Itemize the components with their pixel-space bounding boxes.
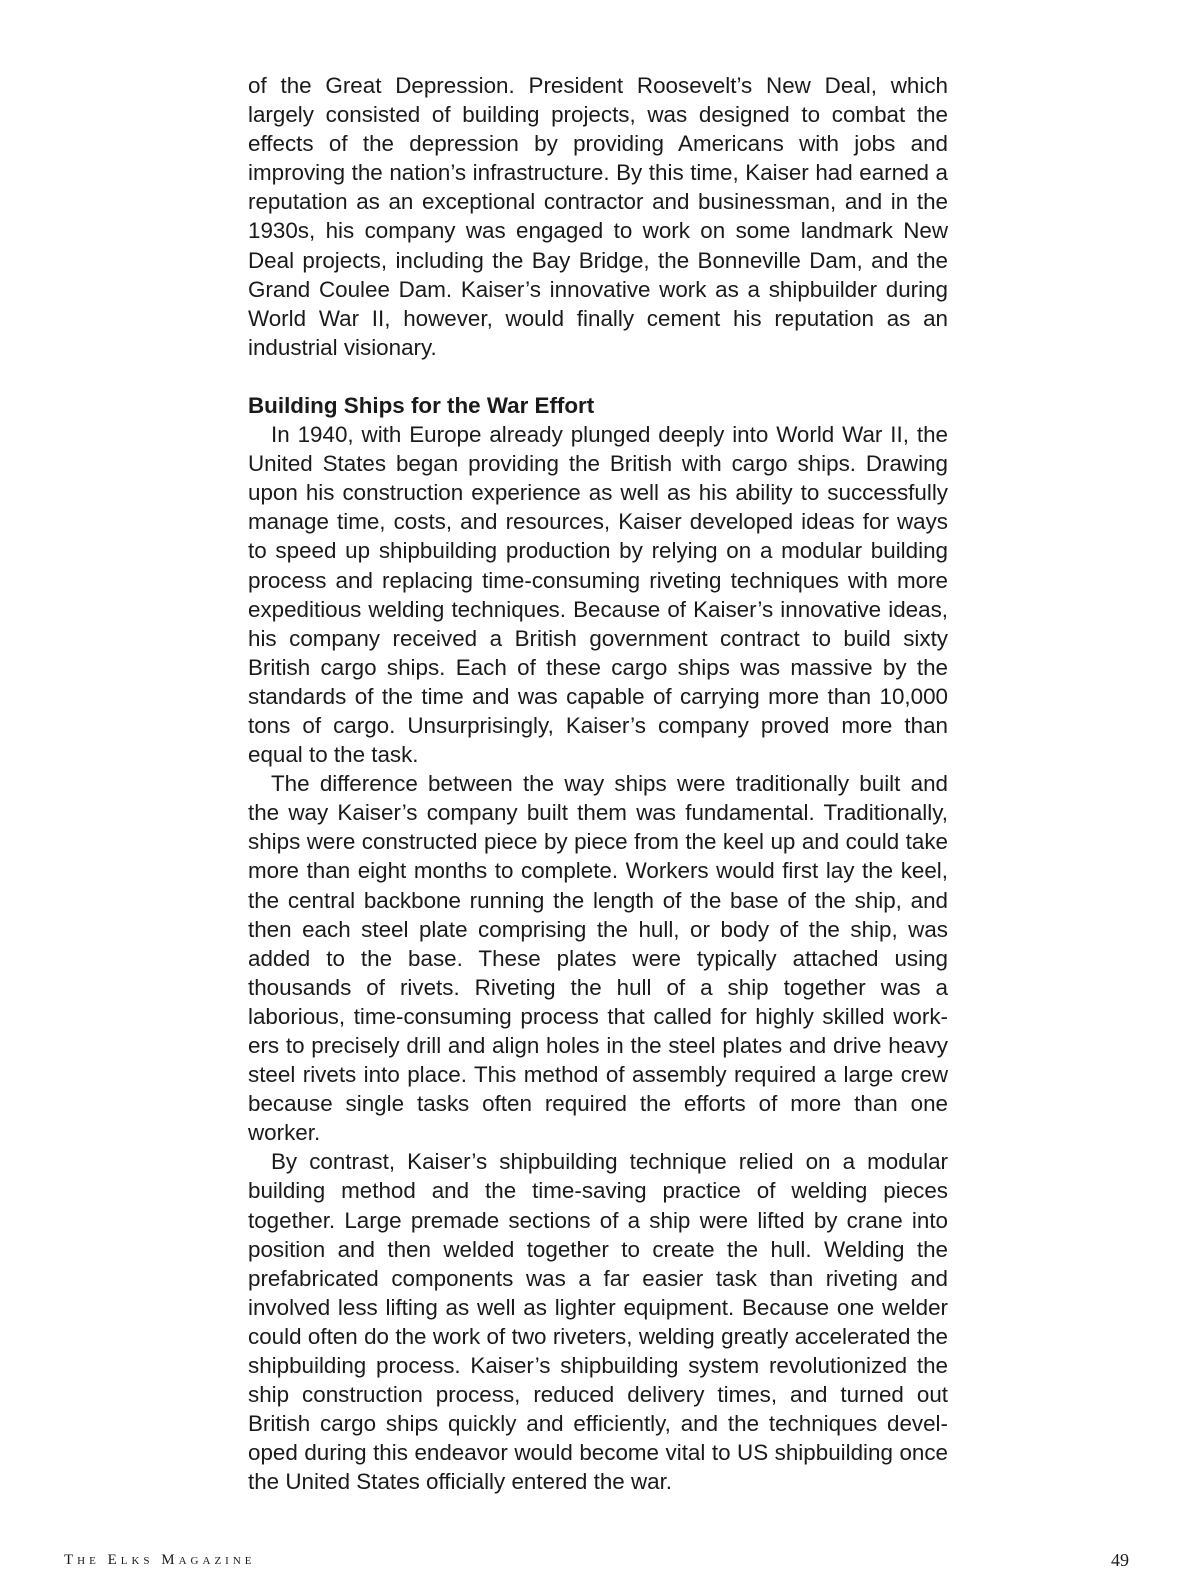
body-paragraph-2: The difference between the way ships were traditionally built and the way Kaiser’s company built them was fundamental. Traditionally, ships were constructed piece by piece from the keel up and could take more than eight months to complete. Workers would first lay the keel, the central backbone running the length of the base of the ship, and then each steel plate comprising the hull, or body of the ship, was added to the base. These plates were typically attached using thousands of rivets. Riveting the hull of a ship together was a laborious, time-consuming process that called for highly skilled workers to precisely drill and align holes in the steel plates and drive heavy steel rivets into place. This method of assembly required a large crew because single tasks often required the efforts of more than one worker. bbox=[248, 771, 948, 1146]
body-paragraph-1: In 1940, with Europe already plunged deeply into World War II, the United States began providing the British with cargo ships. Drawing upon his construction experience as well as his ability to successfully manage time, costs, and resources, Kaiser developed ideas for ways to speed up shipbuilding production by relying on a modular building process and replacing time-consuming riveting techniques with more expeditious welding techniques. Because of Kaiser’s innovative ideas, his company received a British government contract to build sixty British cargo ships. Each of these cargo ships was massive by the standards of the time and was capable of carrying more than 10,000 tons of cargo. Unsurprisingly, Kaiser’s company proved more than equal to the task. bbox=[248, 422, 948, 768]
footer-page-number: 49 bbox=[1111, 1550, 1129, 1570]
article-body bbox=[248, 71, 948, 1497]
intro-paragraph: of the Great Depression. President Roosevelt’s New Deal, which largely consisted of building projects, was designed to combat the effects of the depression by providing Americans with jobs and improving the nation’s infrastructure. By this time, Kaiser had earned a reputation as an exceptional contractor and businessman, and in the 1930s, his company was engaged to work on some landmark New Deal projects, including the Bay Bridge, the Bonneville Dam, and the Grand Coulee Dam. Kaiser’s innovative work as a shipbuilder during World War II, however, would finally cement his reputation as an industrial visionary. bbox=[248, 73, 948, 360]
body-paragraph-3: By contrast, Kaiser’s shipbuilding technique relied on a modular building method and the time-saving practice of welding pieces together. Large premade sections of a ship were lifted by crane into position and then welded together to create the hull. Welding the prefabricated components was a far easier task than riveting and involved less lifting as well as lighter equipment. Because one welder could often do the work of two riveters, welding greatly accelerated the shipbuilding process. Kaiser’s shipbuilding system revolutionized the ship construction process, reduced delivery times, and turned out British cargo ships quickly and efficiently, and the techniques developed during this endeavor would become vital to US shipbuilding once the United States officially entered the war. bbox=[248, 1149, 948, 1495]
section-heading: Building Ships for the War Effort bbox=[248, 392, 595, 418]
footer-magazine-name: The Elks Magazine bbox=[64, 1552, 256, 1568]
